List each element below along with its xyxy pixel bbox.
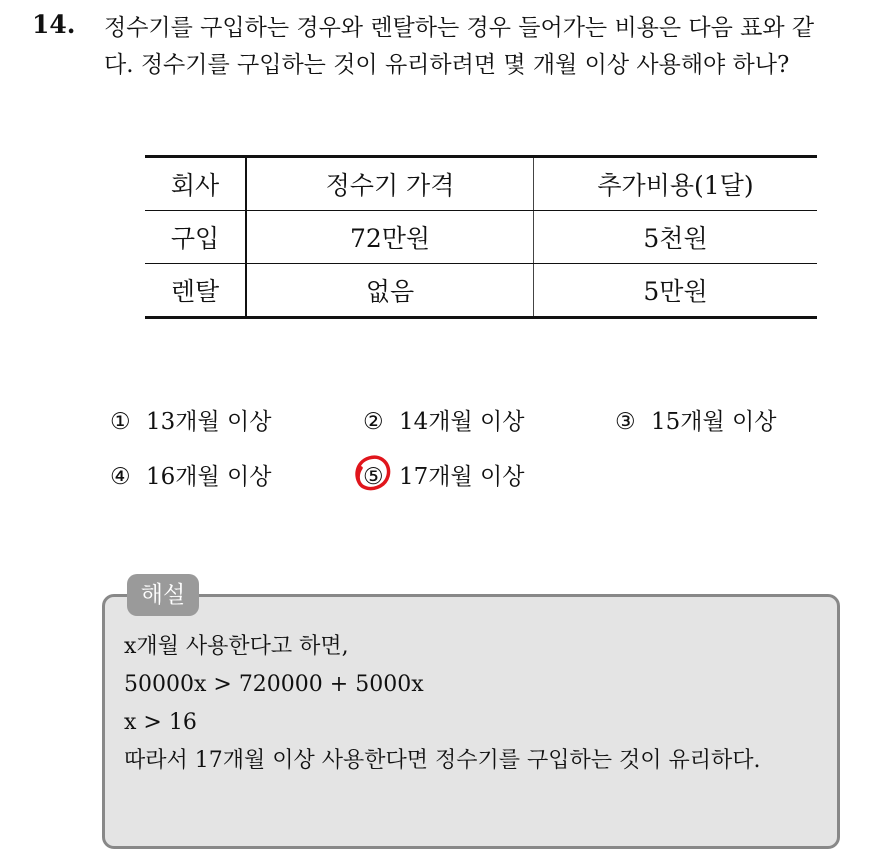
choice-1[interactable] — [110, 403, 271, 436]
answer-circle-icon — [353, 454, 393, 494]
question-text: 정수기를 구입하는 경우와 렌탈하는 경우 들어가는 비용은 다음 표와 같다. 정수기를 구입하는 것이 유리하려면 몇 개월 이상 사용해야 하나? — [104, 15, 815, 78]
choice-label: 15개월 이상 — [651, 409, 777, 435]
choice-label: 13개월 이상 — [146, 409, 272, 435]
choice-2[interactable] — [363, 403, 524, 436]
table-cell: 없음 — [246, 264, 534, 318]
solution-text — [124, 628, 829, 780]
choice-label: 16개월 이상 — [146, 464, 272, 490]
solution-line: x > 16 — [124, 710, 197, 735]
solution-tag: 해설 — [127, 574, 199, 616]
choice-label: 17개월 이상 — [399, 464, 525, 490]
choice-3[interactable] — [615, 403, 776, 436]
table-cell: 5천원 — [534, 211, 818, 264]
choice-mark: ④ — [110, 464, 131, 490]
table-row — [145, 211, 817, 264]
choice-label: 14개월 이상 — [399, 409, 525, 435]
table-cell: 72만원 — [246, 211, 534, 264]
table-cell: 5만원 — [534, 264, 818, 318]
question-number: 14. — [32, 10, 76, 39]
choice-4[interactable] — [110, 458, 271, 491]
choice-mark: ③ — [615, 409, 636, 435]
solution-line: 50000x > 720000 + 5000x — [124, 672, 424, 697]
solution-line: x개월 사용한다고 하면, — [124, 634, 349, 659]
solution-line: 따라서 17개월 이상 사용한다면 정수기를 구입하는 것이 유리하다. — [124, 748, 761, 773]
choice-mark: ② — [363, 409, 384, 435]
table-header-row — [145, 157, 817, 211]
table-row — [145, 264, 817, 318]
choice-mark: ⑤ — [363, 464, 384, 490]
table-header: 정수기 가격 — [246, 157, 534, 211]
table-cell: 렌탈 — [145, 264, 246, 318]
cost-table — [145, 155, 817, 319]
choice-mark: ① — [110, 409, 131, 435]
table-cell: 구입 — [145, 211, 246, 264]
table-header: 추가비용(1달) — [534, 157, 818, 211]
table-header: 회사 — [145, 157, 246, 211]
